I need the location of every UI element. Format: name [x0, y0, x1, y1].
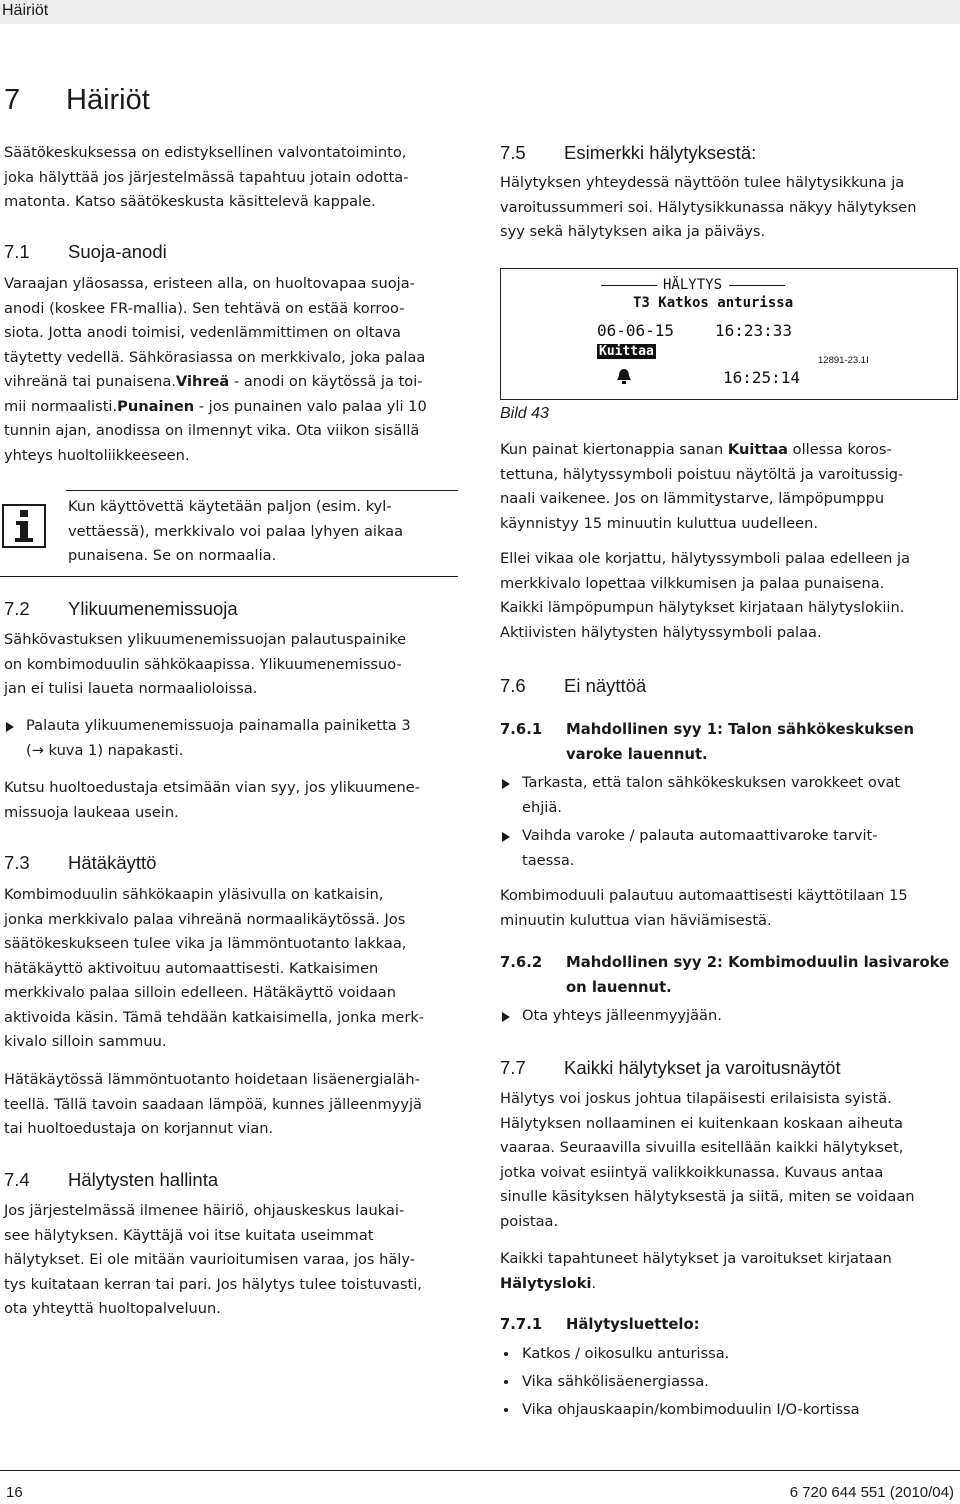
list-item: [502, 1398, 860, 1423]
document-number: 6 720 644 551 (2010/04): [789, 1484, 954, 1501]
section-number: 7.7: [500, 1057, 526, 1078]
footer-rule: [0, 1470, 960, 1471]
section-title-cont: on lauennut.: [566, 978, 672, 996]
note-text: [68, 495, 403, 569]
text-line: tai huoltoedustaja on korjannut vian.: [4, 1120, 274, 1137]
header-bar: [0, 0, 960, 24]
text-line: Varaajan yläosassa, eristeen alla, on huoltovapaa suoja-: [4, 275, 415, 292]
section-7-2-after: [4, 776, 420, 825]
text-line: jan ei tulisi laueta normaalioloissa.: [4, 680, 258, 697]
text-line: minuutin kuluttua vian häviämisestä.: [500, 911, 772, 929]
text-line: täytetty vedellä. Sähkörasiassa on merkkivalo, joka palaa: [4, 348, 426, 366]
section-7-1-body: [4, 272, 427, 468]
section-title: Hätäkäyttö: [68, 852, 157, 873]
section-number: 7.7.1: [500, 1316, 543, 1333]
step-item: [502, 824, 878, 873]
note-bottom-rule: [0, 576, 458, 577]
text-line: kivalo silloin sammuu.: [4, 1033, 167, 1050]
red-label: Punainen: [117, 397, 195, 415]
arrow-icon: [502, 1012, 510, 1022]
kuittaa-label: Kuittaa: [727, 441, 789, 458]
display-title: HÄLYTYS: [663, 277, 723, 293]
text-line: Vika sähkölisäenergiassa.: [522, 1373, 709, 1390]
section-7-2-body: [4, 628, 406, 702]
section-7-6-1-after: [500, 884, 908, 933]
text-line: Aktiivisten hälytysten hälytyssymboli palaa.: [500, 623, 822, 641]
text-line: hätäkäyttö aktivoituu automaattisesti. Katkaisimen: [4, 959, 379, 977]
text-line: on kombimoduulin sähkökaapissa. Ylikuumenemissuo-: [4, 655, 402, 673]
section-7-6-2-heading: [500, 951, 949, 1000]
alarm-display-figure: [500, 268, 958, 400]
text-line: Tarkasta, että talon sähkökeskuksen varokkeet ovat: [522, 774, 901, 791]
title-rule-left: [601, 285, 657, 286]
text-line: Kun käyttövettä käytetään paljon (esim. kyl-: [68, 498, 392, 515]
section-title: Ei näyttöä: [564, 675, 647, 696]
step-item: [6, 714, 411, 763]
text-line: Jos järjestelmässä ilmenee häiriö, ohjauskeskus laukai-: [4, 1202, 405, 1219]
text-line: jotka voivat esiintyä valikkoikkunassa. Kuvaus antaa: [500, 1163, 884, 1181]
text-line: Hälytyksen yhteydessä näyttöön tulee hälytysikkuna ja: [500, 174, 905, 191]
text-line: säätökeskukseen tulee vika ja lämmöntuotanto lakkaa,: [4, 935, 407, 952]
text-line: Kun painat kiertonappia sanan Kuittaa ollessa koros-: [500, 441, 892, 458]
acknowledge-button[interactable]: Kuittaa: [599, 344, 654, 359]
note-top-rule: [66, 490, 458, 491]
bullet-icon: [504, 1408, 508, 1412]
section-number: 7.6: [500, 675, 526, 696]
text-line: taessa.: [522, 851, 575, 869]
section-number: 7.4: [4, 1169, 30, 1190]
section-title: Esimerkki hälytyksestä:: [564, 142, 757, 163]
section-7-1-heading: [4, 240, 167, 264]
text-line: Hälytyksen nollaaminen ei kuitenkaan koskaan aiheuta: [500, 1114, 903, 1132]
figure-caption: Bild 43: [500, 405, 549, 422]
chapter-title: [4, 82, 150, 118]
text-line: syy sekä hälytyksen aika ja päiväys.: [500, 223, 766, 240]
text-line: (→ kuva 1) napakasti.: [26, 741, 184, 759]
text-line: Säätökeskuksessa on edistyksellinen valvontatoiminto,: [4, 144, 407, 161]
text-line: Vika ohjauskaapin/kombimoduulin I/O-kortissa: [522, 1401, 860, 1418]
list-item: [502, 1342, 729, 1367]
text-line: tunnin ajan, anodissa on ilmennyt vika. Ota viikon sisällä: [4, 422, 420, 439]
text-line: teellä. Tällä tavoin saadaan lämpöä, kunnes jälleenmyyjä: [4, 1095, 422, 1113]
section-number: 7.6.2: [500, 954, 543, 971]
text-line: Palauta ylikuumenemissuoja painamalla painiketta 3: [26, 717, 411, 734]
intro-paragraph: [4, 141, 409, 215]
text-line: merkkivalo palaa silloin edelleen. Hätäkäyttö voidaan: [4, 984, 396, 1001]
section-7-2-heading: [4, 597, 238, 621]
text-line: Hälytys voi joskus johtua tilapäisesti erilaisista syistä.: [500, 1090, 892, 1107]
page-number: 16: [6, 1484, 23, 1501]
text-line: vihreänä tai punaisena.Vihreä - anodi on käytössä ja toi-: [4, 373, 423, 390]
arrow-icon: [502, 832, 510, 842]
arrow-icon: [502, 779, 510, 789]
text-line: jonka merkkivalo palaa vihreänä normaalikäytössä. Jos: [4, 910, 406, 928]
list-item: [502, 1370, 709, 1395]
section-title-cont: varoke lauennut.: [566, 745, 708, 763]
bullet-icon: [504, 1380, 508, 1384]
chapter-number: 7: [4, 84, 21, 116]
text-line: poistaa.: [500, 1212, 559, 1230]
chapter-title-text: Häiriöt: [66, 84, 150, 116]
text-line: tys kuitataan kerran tai pari. Jos hälytys tulee toistuvasti,: [4, 1275, 422, 1293]
section-number: 7.5: [500, 142, 526, 163]
text-line: Katkos / oikosulku anturissa.: [522, 1345, 730, 1362]
text-line: Kaikki tapahtuneet hälytykset ja varoitukset kirjataan: [500, 1250, 892, 1267]
text-line: sinulle käsityksen hälytyksestä ja siitä, miten se voidaan: [500, 1188, 915, 1205]
text-line: Hätäkäytössä lämmöntuotanto hoidetaan lisäenergialäh-: [4, 1071, 420, 1088]
section-7-5-heading: [500, 141, 756, 165]
text-line: yhteys huoltoliikkeeseen.: [4, 446, 190, 464]
arrow-icon: [6, 722, 14, 732]
section-title: Hälytysluettelo:: [566, 1316, 700, 1333]
display-date: 06-06-15: [597, 321, 675, 340]
section-7-3-p1: [4, 883, 424, 1055]
section-7-5-body: [500, 171, 917, 245]
text-line: mii normaalisti.Punainen - jos punainen valo palaa yli 10: [4, 397, 427, 415]
text-line: punaisena. Se on normaalia.: [68, 547, 277, 564]
text-line: joka hälyttää jos järjestelmässä tapahtuu jotain odotta-: [4, 168, 409, 186]
text-line: ota yhteyttä huoltopalveluun.: [4, 1300, 221, 1317]
bullet-icon: [504, 1352, 508, 1356]
text-line: Vaihda varoke / palauta automaattivaroke tarvit-: [522, 827, 878, 844]
section-7-7-heading: [500, 1056, 841, 1080]
text-line: anodi (koskee FR-mallia). Sen tehtävä on estää korroo-: [4, 299, 405, 317]
figure-code: 12891-23.1I: [818, 355, 869, 366]
section-7-7-p2: [500, 1247, 892, 1296]
section-7-3-heading: [4, 851, 156, 875]
alarm-log-label: Hälytysloki: [500, 1274, 592, 1292]
header-title: Häiriöt: [2, 2, 49, 19]
section-title: Hälytysten hallinta: [68, 1169, 219, 1190]
text-line: varoitussummeri soi. Hälytysikkunassa näkyy hälytyksen: [500, 198, 917, 216]
display-alarm-text: T3 Katkos anturissa: [633, 295, 794, 311]
text-line: Ota yhteys jälleenmyyjään.: [522, 1007, 722, 1024]
section-title: Mahdollinen syy 2: Kombimoduulin lasivaroke: [566, 954, 950, 971]
text-line: käynnistyy 15 minuutin kuluttua uudelleen.: [500, 514, 818, 532]
text-line: hälytykset. Ei ole mitään vaurioitumisen varaa, jos häly-: [4, 1251, 415, 1268]
unresolved-paragraph: [500, 547, 910, 645]
section-number: 7.1: [4, 241, 30, 262]
info-icon: [2, 504, 46, 548]
text-line: siota. Jotta anodi toimisi, vedenlämmittimen on oltava: [4, 324, 401, 341]
green-label: Vihreä: [175, 373, 230, 390]
section-title: Suoja-anodi: [68, 241, 167, 262]
text-line: vaaraa. Seuraavilla sivuilla esitellään kaikki hälytykset,: [500, 1139, 904, 1156]
bell-icon: [615, 367, 633, 385]
text-line: Kombimoduuli palautuu automaattisesti käyttötilaan 15: [500, 887, 908, 904]
section-7-4-heading: [4, 1168, 218, 1192]
text-line: Sähkövastuksen ylikuumenemissuojan palautuspainike: [4, 631, 407, 648]
text-line: aktivoida käsin. Tämä tehdään katkaisimella, jonka merk-: [4, 1008, 425, 1026]
section-7-7-p1: [500, 1087, 915, 1234]
text-line: naali vaikenee. Jos on lämmitystarve, lämpöpumppu: [500, 490, 885, 507]
text-line: Hälytysloki.: [500, 1274, 597, 1292]
text-line: ehjiä.: [522, 798, 562, 816]
text-line: see hälytyksen. Käyttäjä voi itse kuitata useimmat: [4, 1226, 374, 1244]
section-title: Ylikuumenemissuoja: [68, 598, 238, 619]
section-number: 7.2: [4, 598, 30, 619]
text-line: matonta. Katso säätökeskusta käsittelevä kappale.: [4, 193, 376, 210]
text-line: Ellei vikaa ole korjattu, hälytyssymboli palaa edelleen ja: [500, 550, 911, 567]
section-7-6-1-heading: [500, 718, 914, 767]
acknowledge-paragraph: [500, 438, 903, 536]
text-line: vettäessä), merkkivalo voi palaa lyhyen aikaa: [68, 522, 404, 540]
section-7-7-1-heading: [500, 1313, 700, 1338]
text-line: missuoja laukeaa usein.: [4, 803, 179, 821]
section-7-4-body: [4, 1199, 422, 1322]
text-line: Kaikki lämpöpumpun hälytykset kirjataan hälytyslokiin.: [500, 599, 905, 616]
title-rule-right: [729, 285, 785, 286]
display-time: 16:23:33: [715, 321, 793, 340]
text-line: merkkivalo lopettaa vilkkumisen ja palaa punaisena.: [500, 574, 885, 592]
section-7-3-p2: [4, 1068, 422, 1142]
section-title: Kaikki hälytykset ja varoitusnäytöt: [564, 1057, 841, 1078]
step-item: [502, 771, 900, 820]
text-line: Kombimoduulin sähkökaapin yläsivulla on katkaisin,: [4, 886, 384, 903]
section-title: Mahdollinen syy 1: Talon sähkökeskuksen: [566, 721, 914, 738]
text-line: tettuna, hälytyssymboli poistuu näytöltä ja varoitussig-: [500, 465, 904, 483]
display-clock: 16:25:14: [723, 368, 801, 387]
step-item: [502, 1004, 722, 1029]
section-7-6-heading: [500, 674, 646, 698]
text-line: Kutsu huoltoedustaja etsimään vian syy, jos ylikuumene-: [4, 779, 421, 796]
section-number: 7.6.1: [500, 721, 543, 738]
section-number: 7.3: [4, 852, 30, 873]
